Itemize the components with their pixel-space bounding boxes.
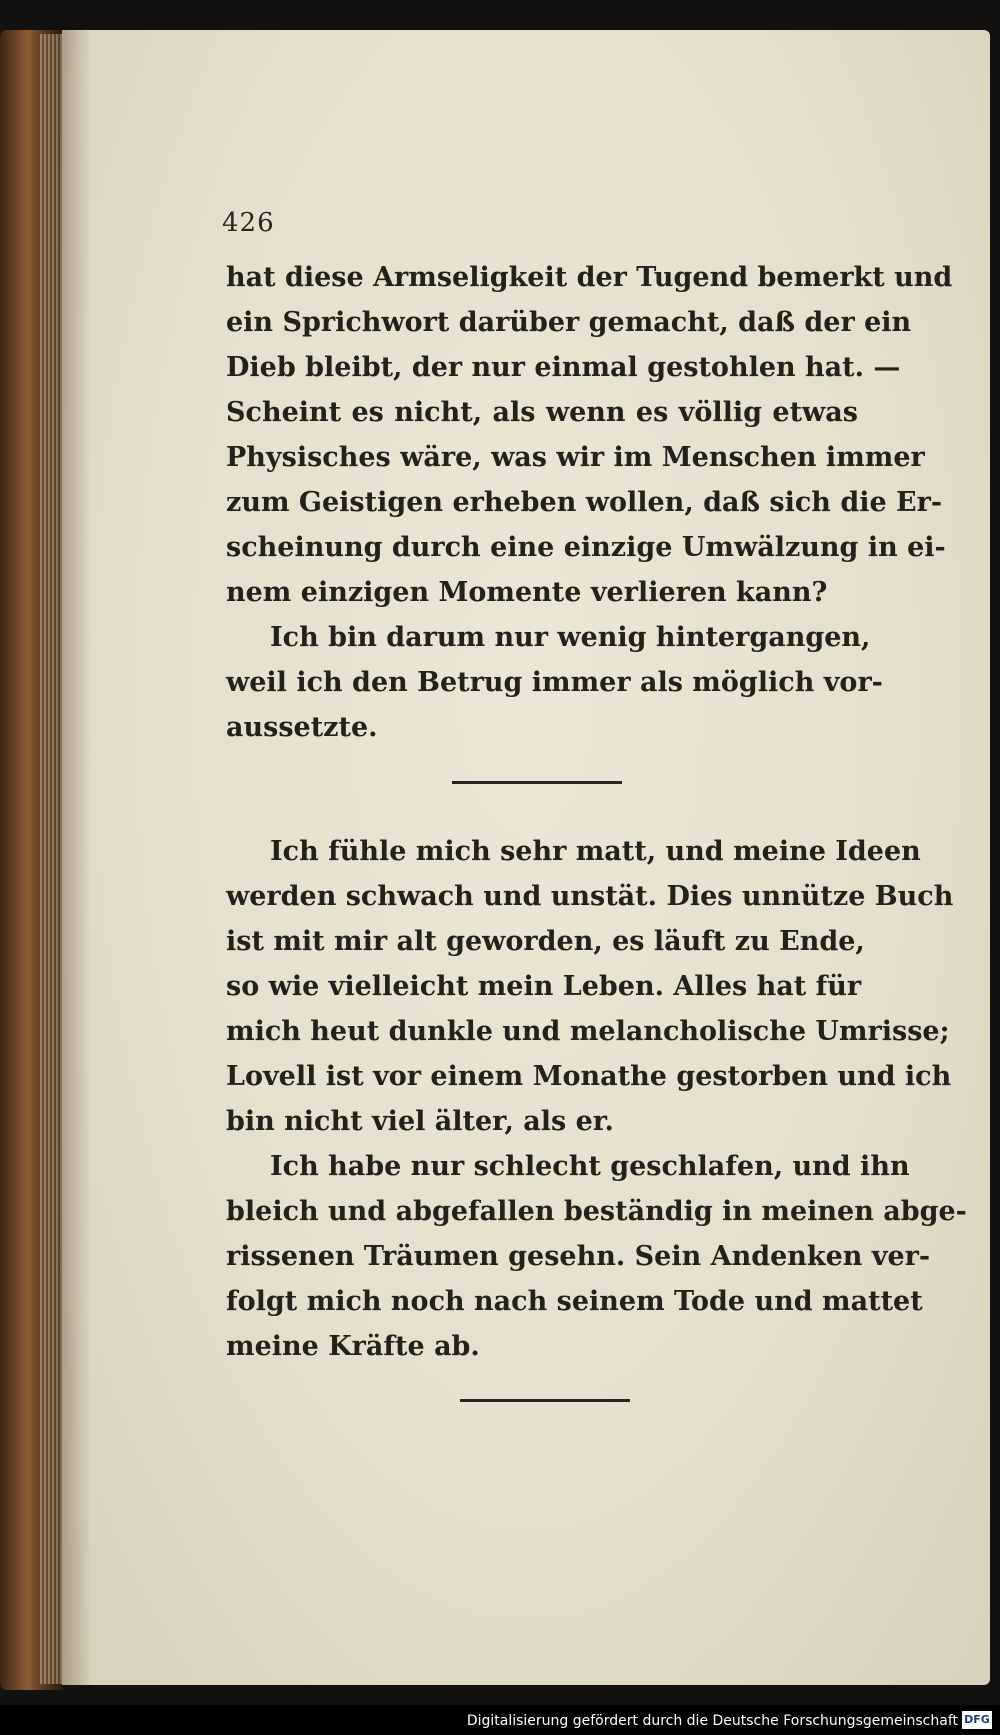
text-line: scheinung durch eine einzige Umwälzung in ei- bbox=[226, 532, 946, 563]
text-line: Ich fühle mich sehr matt, und meine Ideen bbox=[270, 836, 921, 867]
page-number: 426 bbox=[222, 208, 275, 238]
text-line: meine Kräfte ab. bbox=[226, 1331, 480, 1362]
text-line: folgt mich noch nach seinem Tode und mattet bbox=[226, 1286, 923, 1317]
text-line: Physisches wäre, was wir im Menschen immer bbox=[226, 442, 925, 473]
text-line: weil ich den Betrug immer als möglich vor- bbox=[226, 667, 883, 698]
page-stack-edge bbox=[40, 34, 62, 1684]
text-line: rissenen Träumen gesehn. Sein Andenken ver- bbox=[226, 1241, 931, 1272]
dfg-logo: DFG bbox=[962, 1711, 992, 1729]
text-line: Scheint es nicht, als wenn es völlig etwas bbox=[226, 397, 858, 428]
text-line: Ich bin darum nur wenig hintergangen, bbox=[270, 622, 871, 653]
text-line: Ich habe nur schlecht geschlafen, und ihn bbox=[270, 1151, 910, 1182]
text-line: ist mit mir alt geworden, es läuft zu Ende, bbox=[226, 926, 865, 957]
section-divider bbox=[460, 1399, 630, 1402]
digitization-credit: Digitalisierung gefördert durch die Deutsche Forschungsgemeinschaft bbox=[466, 1713, 958, 1729]
section-divider bbox=[452, 781, 622, 784]
text-line: werden schwach und unstät. Dies unnütze Buch bbox=[226, 881, 954, 912]
text-line: bleich und abgefallen beständig in meinen abge- bbox=[226, 1196, 967, 1227]
text-line: bin nicht viel älter, als er. bbox=[226, 1106, 614, 1137]
text-line: so wie vielleicht mein Leben. Alles hat für bbox=[226, 971, 862, 1002]
text-line: mich heut dunkle und melancholische Umrisse; bbox=[226, 1016, 950, 1047]
text-line: hat diese Armseligkeit der Tugend bemerkt und bbox=[226, 262, 953, 293]
text-line: Lovell ist vor einem Monathe gestorben und ich bbox=[226, 1061, 952, 1092]
text-line: nem einzigen Momente verlieren kann? bbox=[226, 577, 828, 608]
text-line: zum Geistigen erheben wollen, daß sich die Er- bbox=[226, 487, 943, 518]
text-line: ein Sprichwort darüber gemacht, daß der ein bbox=[226, 307, 912, 338]
text-line: aussetzte. bbox=[226, 712, 378, 743]
text-line: Dieb bleibt, der nur einmal gestohlen hat. — bbox=[226, 352, 901, 383]
gutter-shadow bbox=[62, 30, 92, 1685]
